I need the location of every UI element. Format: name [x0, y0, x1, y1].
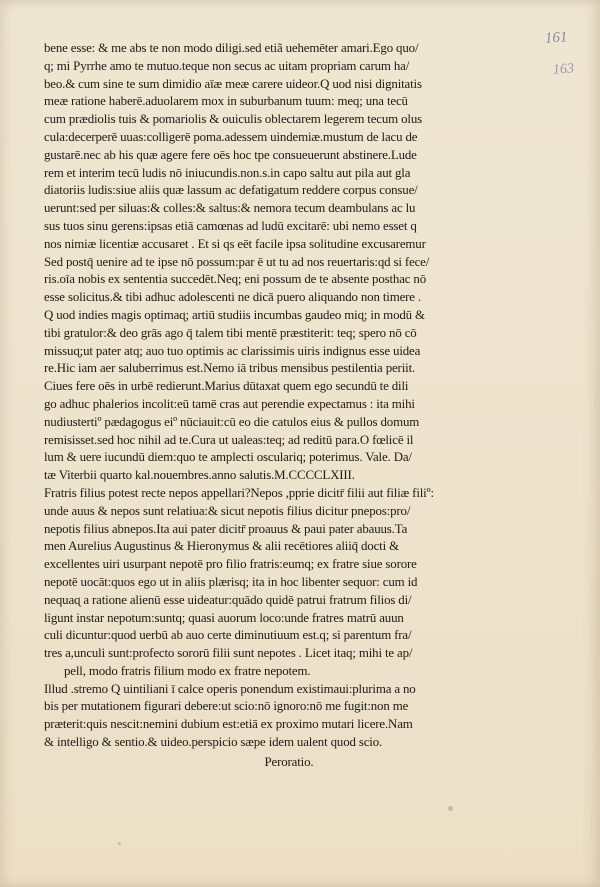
text-line: pell, modo fratris filium modo ex fratre nepotem. — [64, 663, 311, 678]
text-line: Sed postq̄ uenire ad te ipse nō possum:par ē ut tu ad nos reuertaris:qd si fece/ — [44, 254, 430, 269]
text-line: unde auus & nepos sunt relatiua:& sicut nepotis filius dicitur pnepos:pro/ — [44, 503, 411, 518]
body-text — [44, 40, 534, 772]
text-line: nudiustertiº pædagogus eiº nūciauit:cū eo die catulos eius & pullos domum — [44, 414, 420, 429]
text-line: tres a,unculi sunt:profecto sororū filii sunt nepotes . Licet itaq; mihi te ap/ — [44, 646, 413, 661]
text-line: Q uod indies magis optimaɋ; artiū studiis incumbas gaudeo miɋ; in modū & — [44, 307, 425, 322]
text-line: go adhuc phalerios incolit:eū tamē cras aut perendie expectamus : ita mihi — [44, 396, 415, 411]
text-line: tibi gratulor:& deo grās ago q̄ talem tibi mentē præstiterit: teq; spero nō cō — [44, 325, 417, 340]
text-line: remisisset.sed hoc nihil ad te.Cura ut ualeas:teq; ad reditū para.O fœlicē il — [44, 432, 414, 447]
text-line: excellentes uiri usurpant nepotē pro filio fratris:eumq; ex fratre siue sorore — [44, 557, 417, 572]
text-line: gustarē.nec ab his quæ agere fere oēs hoc tpe consueuerunt abstinere.Lude — [44, 147, 417, 162]
text-line: nepotē uocāt:quos ego ut in aliis plærisq; ita in hoc libenter sequor: cum id — [44, 574, 418, 589]
text-line: tæ Viterbii quarto kal.nouembres.anno salutis.M.CCCCLXIII. — [44, 468, 355, 483]
text-line: nos nimiæ licentiæ accusaret . Et si qs eēt facile ipsa solitudine excusaremur — [44, 236, 426, 251]
text-line: rem et interim tecū ludis nō iniucundis.non.s.in capo saltu aut pila aut gla — [44, 165, 411, 180]
text-line: & intelligo & sentio.& uideo.perspicio sæpe idem ualent quod scio. — [44, 735, 383, 750]
text-line: diatoriis ludis:siue aliis quæ lassum ac defatigatum reddere corpus consue/ — [44, 183, 418, 198]
text-line: lum & uere iucundū diem:quo te amplecti osculariq; poterimus. Vale. Da/ — [44, 450, 412, 465]
text-line: esse solicitus.& tibi adhuc adolescenti ne dicā puero aliquando non timere . — [44, 290, 422, 305]
text-line: beo.& cum sine te sum dimidio aīæ meæ carere uideor.Q uod nisi dignitatis — [44, 76, 422, 91]
text-line: meæ ratione haberē.aduolarem mox in suburbanum tuum: meq; una tecū — [44, 94, 408, 109]
text-line: bis per mutationem figurari debere:ut scio:nō ignoro:nō me fugit:non me — [44, 699, 409, 714]
text-line: cula:decerperē uuas:colligerē poma.adessem uindemiæ.mustum de lacu de — [44, 129, 418, 144]
text-line: q; mi Pyrrhe amo te mutuo.teque non secus ac uitam propriam carum ha/ — [44, 58, 410, 73]
text-line: Illud .stremo Q uintiliani ī calce operis ponendum existimaui:plurima a no — [44, 681, 416, 696]
folio-number-secondary: 163 — [552, 61, 575, 78]
closing-heading: Peroratio. — [264, 754, 314, 769]
text-line: missuɋ;ut pater atq; auo tuo optimis ac clarissimis uiris indignus esse uidea — [44, 343, 421, 358]
text-line: men Aurelius Augustinus & Hieronymus & alii recētiores aliiq̄ docti & — [44, 539, 399, 554]
text-line: nequaɋ a ratione alienū esse uideatur:quādo quidē patrui fratrum filios di/ — [44, 592, 412, 607]
paper-speck — [118, 842, 121, 845]
text-line: ligunt instar nepotum:suntq; quasi auorum loco:unde fratres matrū auun — [44, 610, 404, 625]
text-line: sus tuos sinu gerens:ipsas etiā camœnas ad ludū excitarē: ubi nemo esset q — [44, 218, 417, 233]
folio-number: 161 — [544, 29, 568, 47]
text-line: Ciues fere oēs in urbē redierunt.Marius dūtaxat quem ego secundū te dili — [44, 379, 409, 394]
text-line: culi dicuntur:quod uerbū ab auo certe diminutiuum est.q; si parentum fra/ — [44, 628, 412, 643]
text-line: cum prædiolis tuis & pomariolis & ouiculis oblectarem legerem tecum olus — [44, 112, 422, 127]
paper-speck — [448, 806, 453, 811]
text-line: Fratris filius potest recte nepos appellari?Nepos ,pprie dicitr̄ filii aut filiæ filiº: — [44, 485, 434, 500]
text-line: præterit:quis nescit:nemini dubium est:etiā ex proximo mutari licere.Nam — [44, 717, 413, 732]
text-line: uerunt:sed per siluas:& colles:& saltus:& nemora tecum deambulans ac lu — [44, 201, 416, 216]
text-line: re.Hic iam aer saluberrimus est.Nemo iā tribus mensibus pestilentia periit. — [44, 361, 416, 376]
text-line: nepotis filius abnepos.Ita aui pater dicitr̄ proauus & paui pater abauus.Ta — [44, 521, 408, 536]
text-line: ris.oīa nobis ex sententia succedēt.Neq; eni possum de te absente posthac nō — [44, 272, 427, 287]
text-line: bene esse: & me abs te non modo diligi.sed etiã uehemēter amari.Ego quo/ — [44, 41, 419, 55]
